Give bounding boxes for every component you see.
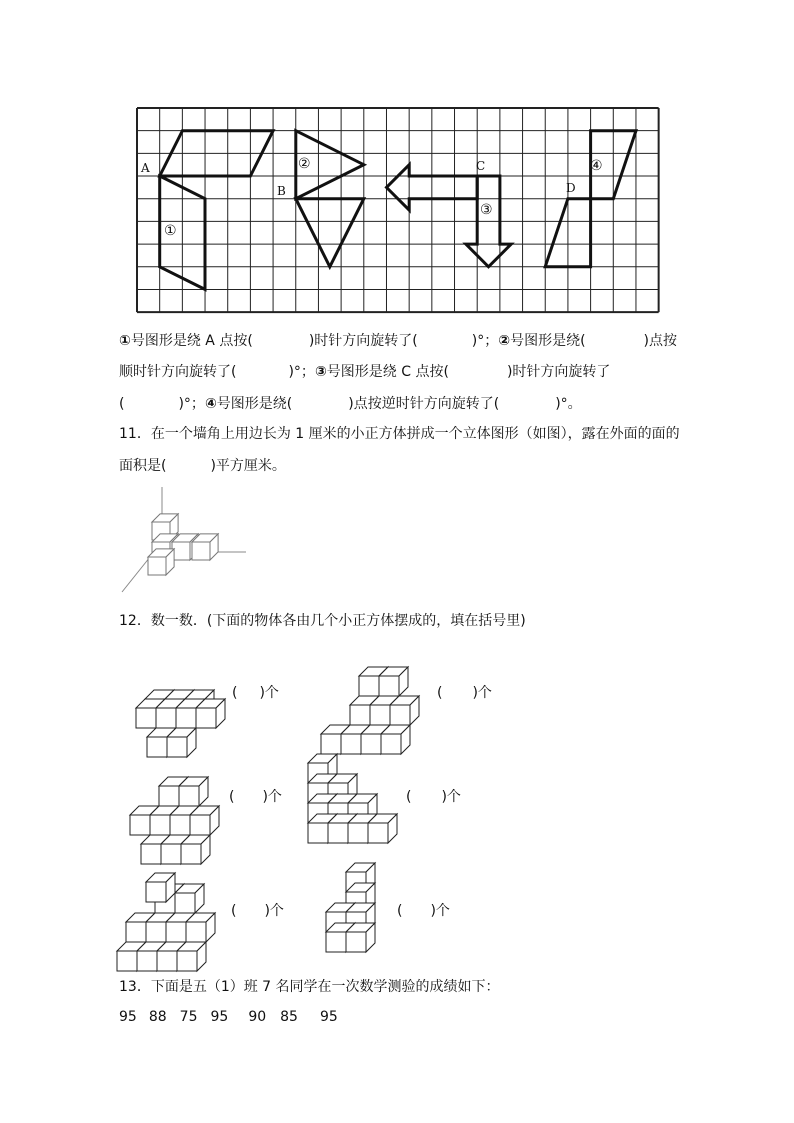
q10-circled-3: ③ (314, 364, 327, 380)
point-label-a: A (141, 161, 150, 175)
cube-face (186, 922, 206, 942)
q10-text: 号图形是绕 A 点按( (130, 333, 253, 349)
q10-text: )时针方向旋转了 (506, 364, 611, 380)
cube-face (150, 815, 170, 835)
cube-figure-6 (320, 852, 400, 952)
q10-text: )°； (288, 364, 315, 380)
cube-face (130, 815, 150, 835)
cube-face (157, 951, 177, 971)
q11-text: )平方厘米。 (210, 458, 286, 474)
point-label-d: D (566, 181, 576, 195)
q10-text: )°。 (555, 396, 582, 412)
cube-face (175, 893, 195, 913)
cube-face (146, 922, 166, 942)
cube-face (148, 557, 166, 575)
q10-text: )点按 (643, 333, 678, 349)
answer-blank-6[interactable]: ( )个 (397, 903, 450, 919)
cube-figure-4 (302, 745, 402, 835)
cube-face (190, 815, 210, 835)
q11-line-1: 11．在一个墙角上用边长为 1 厘米的小正方体拼成一个立体图形（如图），露在外面的面的 (119, 426, 680, 442)
answer-blank-1[interactable]: ( )个 (232, 685, 279, 701)
q11-line-2 (119, 456, 286, 476)
shape-label-3: ③ (480, 202, 493, 218)
cube-face (348, 823, 368, 843)
q10-text: 号图形是绕 C 点按( (326, 364, 449, 380)
cube-face (167, 737, 187, 757)
cube-face (179, 786, 199, 806)
q13-scores (119, 1007, 338, 1027)
cube-face (368, 823, 388, 843)
cube-face (308, 823, 328, 843)
cube-face (350, 705, 370, 725)
q10-text: 号图形是绕( (510, 333, 586, 349)
answer-blank-3[interactable]: ( )个 (229, 789, 282, 805)
cube-face (136, 708, 156, 728)
q10-text: )°； (471, 333, 499, 349)
cube-face (359, 676, 379, 696)
cube-face (170, 815, 190, 835)
q13-title: 13．下面是五（1）班 7 名同学在一次数学测验的成绩如下： (119, 979, 500, 995)
cube-face (117, 951, 137, 971)
score: 95 (319, 1009, 338, 1025)
answer-blank-4[interactable]: ( )个 (406, 789, 461, 805)
shape-label-1: ① (164, 223, 177, 239)
score: 85 (280, 1009, 298, 1025)
cube-face (370, 705, 390, 725)
shape-triangle-down (296, 199, 364, 267)
cube-face (172, 542, 190, 560)
answer-blank-5[interactable]: ( )个 (231, 903, 284, 919)
cube-face (176, 708, 196, 728)
cube-figure-5 (120, 852, 230, 952)
score: 95 (119, 1009, 137, 1025)
score: 88 (148, 1009, 167, 1025)
cube-figure-3 (122, 755, 232, 835)
rotation-grid-figure (0, 0, 794, 330)
shape-label-4: ④ (590, 158, 603, 174)
point-label-c: C (476, 159, 486, 173)
cube-face (137, 951, 157, 971)
shape-label-2: ② (298, 156, 311, 172)
point-label-b: B (277, 184, 286, 198)
cube-face (192, 542, 210, 560)
q10-text: ( (119, 396, 125, 412)
corner-cubes-figure (118, 482, 258, 602)
cube-face (390, 705, 410, 725)
q10-text: )点按逆时针方向旋转了( (348, 396, 500, 412)
q10-circled-4: ④ (204, 396, 217, 412)
q10-text: )°； (178, 396, 205, 412)
cube-face (156, 708, 176, 728)
q10-line-2 (119, 362, 610, 382)
score: 90 (248, 1009, 267, 1025)
cube-face (166, 922, 186, 942)
cube-face (379, 676, 399, 696)
cube-face (146, 882, 166, 902)
cube-face (196, 708, 216, 728)
cube-face (126, 922, 146, 942)
score: 75 (179, 1009, 198, 1025)
answer-blank-2[interactable]: ( )个 (437, 685, 492, 701)
cube-face (328, 823, 348, 843)
q11-text: 面积是( (119, 458, 167, 474)
cube-face (159, 786, 179, 806)
cube-face (326, 932, 346, 952)
cube-figure-2 (322, 645, 432, 725)
q10-circled-2: ② (498, 333, 511, 349)
cube-face (177, 951, 197, 971)
cube-face (346, 932, 366, 952)
q10-text: 号图形是绕( (216, 396, 293, 412)
q10-line-1 (119, 331, 677, 351)
score: 95 (210, 1009, 229, 1025)
q12-title: 12．数一数．(下面的物体各由几个小正方体摆成的，填在括号里) (119, 613, 526, 629)
cube-figure-1 (126, 658, 226, 728)
q10-text: 顺时针方向旋转了( (119, 364, 237, 380)
cube-face (147, 737, 167, 757)
q10-circled-1: ① (119, 333, 131, 349)
q10-line-3 (119, 394, 582, 414)
q10-text: )时针方向旋转了( (308, 333, 418, 349)
